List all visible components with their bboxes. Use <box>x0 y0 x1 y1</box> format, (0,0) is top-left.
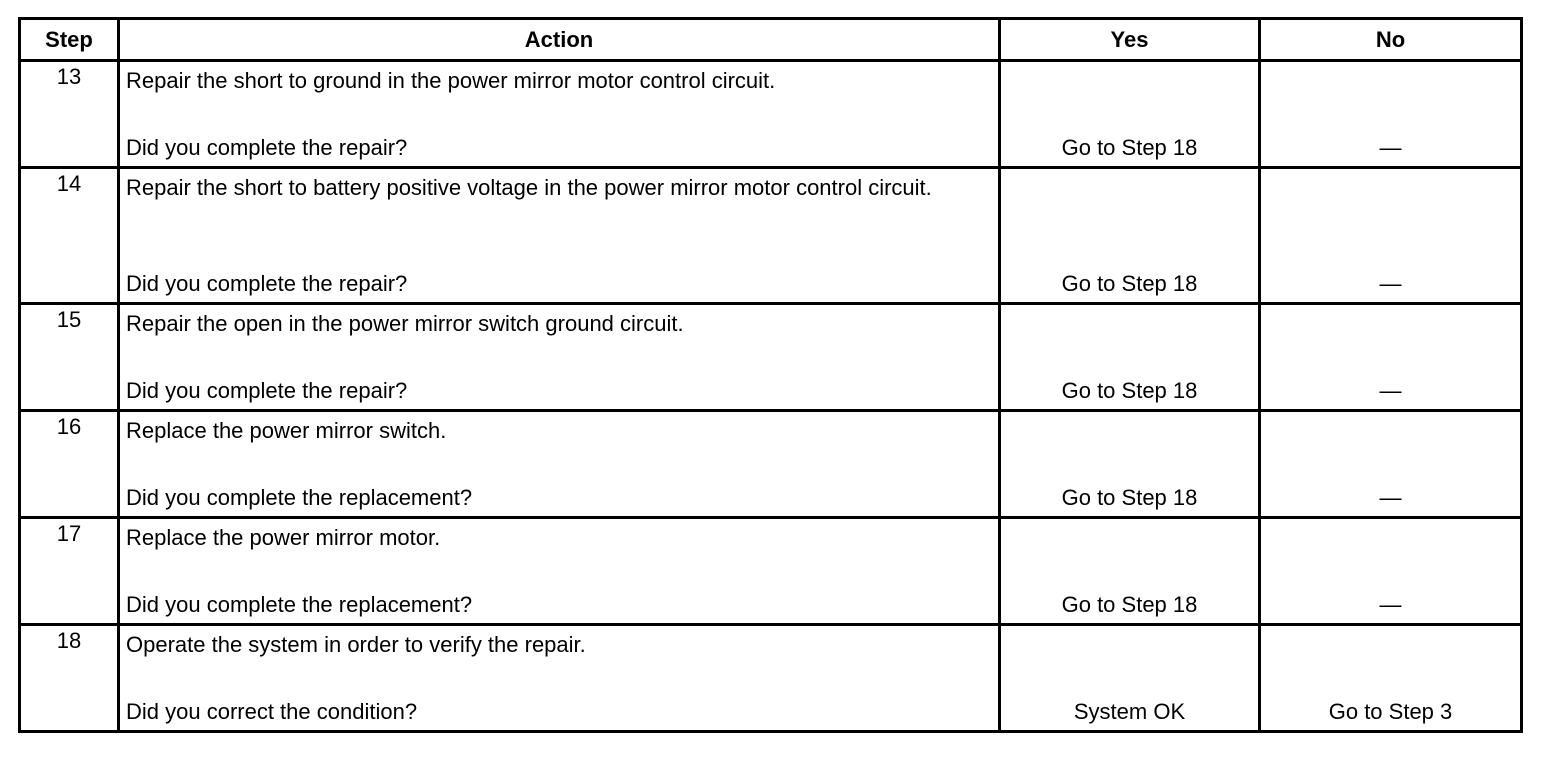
action-cell <box>119 61 1000 168</box>
yes-cell <box>1000 168 1260 304</box>
step-number: 16 <box>20 411 119 518</box>
action-question: Did you complete the repair? <box>126 378 408 403</box>
no-cell <box>1260 304 1522 411</box>
yes-cell <box>1000 625 1260 732</box>
table-row <box>20 411 1522 518</box>
table-row <box>20 61 1522 168</box>
action-text: Operate the system in order to verify the repair. <box>126 632 586 657</box>
step-number: 18 <box>20 625 119 732</box>
table-row <box>20 304 1522 411</box>
action-question: Did you complete the replacement? <box>126 485 473 510</box>
no-result: — <box>1379 485 1402 510</box>
action-text: Replace the power mirror motor. <box>126 525 441 550</box>
yes-result: Go to Step 18 <box>1061 378 1198 403</box>
yes-result: Go to Step 18 <box>1061 592 1198 617</box>
yes-cell <box>1000 411 1260 518</box>
yes-result: Go to Step 18 <box>1061 485 1198 510</box>
action-cell <box>119 168 1000 304</box>
yes-cell <box>1000 61 1260 168</box>
step-number: 13 <box>20 61 119 168</box>
action-question: Did you complete the repair? <box>126 271 408 296</box>
action-question: Did you complete the replacement? <box>126 592 473 617</box>
header-step: Step <box>20 19 119 61</box>
yes-cell <box>1000 518 1260 625</box>
no-result: — <box>1379 378 1402 403</box>
no-result: Go to Step 3 <box>1328 699 1453 724</box>
no-cell <box>1260 518 1522 625</box>
action-question: Did you complete the repair? <box>126 135 408 160</box>
yes-result: System OK <box>1073 699 1186 724</box>
header-no: No <box>1260 19 1522 61</box>
table-row <box>20 625 1522 732</box>
step-number: 14 <box>20 168 119 304</box>
action-cell <box>119 625 1000 732</box>
no-cell <box>1260 168 1522 304</box>
no-result: — <box>1379 135 1402 160</box>
action-cell <box>119 518 1000 625</box>
yes-result: Go to Step 18 <box>1061 271 1198 296</box>
action-text: Repair the short to ground in the power mirror motor control circuit. <box>126 68 776 93</box>
no-cell <box>1260 411 1522 518</box>
step-number: 15 <box>20 304 119 411</box>
no-result: — <box>1379 592 1402 617</box>
table-row <box>20 168 1522 304</box>
no-cell <box>1260 625 1522 732</box>
yes-result: Go to Step 18 <box>1061 135 1198 160</box>
action-cell <box>119 304 1000 411</box>
header-action: Action <box>119 19 1000 61</box>
no-result: — <box>1379 271 1402 296</box>
header-yes: Yes <box>1000 19 1260 61</box>
table-row <box>20 518 1522 625</box>
step-number: 17 <box>20 518 119 625</box>
action-text: Replace the power mirror switch. <box>126 418 447 443</box>
action-cell <box>119 411 1000 518</box>
yes-cell <box>1000 304 1260 411</box>
action-text: Repair the open in the power mirror switch ground circuit. <box>126 311 684 336</box>
table-header-row <box>20 19 1522 61</box>
no-cell <box>1260 61 1522 168</box>
action-text: Repair the short to battery positive voltage in the power mirror motor control circuit. <box>126 175 932 200</box>
action-question: Did you correct the condition? <box>126 699 418 724</box>
diagnostic-table <box>18 17 1523 733</box>
